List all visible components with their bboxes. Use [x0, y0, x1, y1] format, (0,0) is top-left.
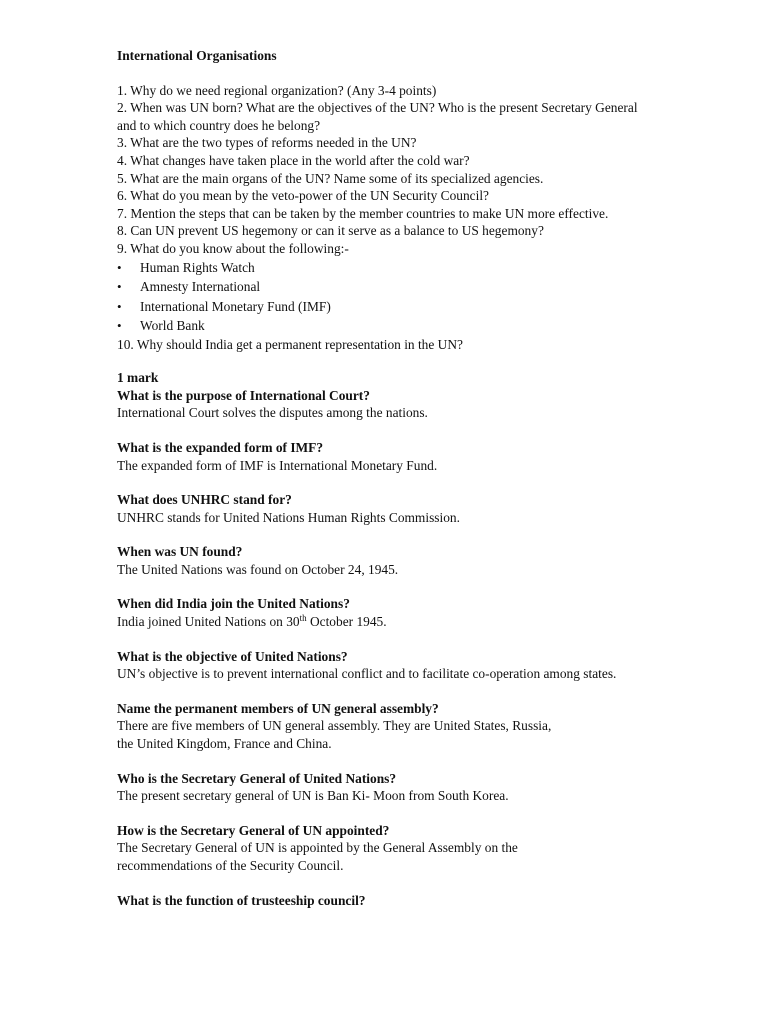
question-item: 1. Why do we need regional organization? (Any 3-4 points)	[117, 82, 437, 98]
bullet-icon: •	[117, 259, 122, 275]
bullet-icon: •	[117, 298, 122, 314]
qa-question: What is the purpose of International Court?	[117, 387, 370, 403]
bullet-icon: •	[117, 279, 122, 295]
qa-block	[117, 770, 657, 805]
bullet-item-label: International Monetary Fund (IMF)	[140, 298, 331, 314]
qa-question: What is the function of trusteeship council?	[117, 892, 366, 908]
qa-answer: International Court solves the disputes among the nations.	[117, 405, 428, 421]
qa-block	[117, 595, 657, 630]
qa-block	[117, 822, 657, 875]
qa-question: Name the permanent members of UN general assembly?	[117, 700, 439, 716]
qa-block	[117, 543, 657, 578]
bullet-item	[117, 297, 657, 317]
qa-answer: UN’s objective is to prevent international conflict and to facilitate co-operation among states.	[117, 666, 617, 682]
qa-answer: The expanded form of IMF is International Monetary Fund.	[117, 457, 438, 473]
qa-block	[117, 892, 657, 910]
qa-answer-text: India joined United Nations on 30	[117, 614, 300, 630]
qa-answer-line: There are five members of UN general assembly. They are United States, Russia,	[117, 718, 552, 734]
ordinal-suffix: th	[299, 613, 307, 624]
question-list	[117, 82, 657, 354]
question-item: 2. When was UN born? What are the objectives of the UN? Who is the present Secretary General and to which country does he belong?	[117, 100, 638, 133]
qa-block	[117, 648, 657, 683]
bullet-item	[117, 277, 657, 297]
qa-answer: UNHRC stands for United Nations Human Rights Commission.	[117, 509, 460, 525]
qa-answer: The United Nations was found on October 24, 1945.	[117, 561, 399, 577]
qa-answer: The present secretary general of UN is Ban Ki- Moon from South Korea.	[117, 788, 509, 804]
question-item: 3. What are the two types of reforms needed in the UN?	[117, 135, 417, 151]
qa-answer-line: recommendations of the Security Council.	[117, 858, 344, 873]
qa-answer-line: The Secretary General of UN is appointed by the General Assembly on the	[117, 840, 518, 856]
qa-block	[117, 387, 657, 422]
qa-answer	[117, 613, 657, 631]
bullet-item-label: World Bank	[140, 318, 205, 334]
bullet-icon: •	[117, 318, 122, 334]
qa-question: When did India join the United Nations?	[117, 596, 350, 612]
question-item: 7. Mention the steps that can be taken by the member countries to make UN more effective.	[117, 205, 609, 221]
qa-block	[117, 491, 657, 526]
question-item: 6. What do you mean by the veto-power of the UN Security Council?	[117, 188, 489, 204]
bullet-item-label: Human Rights Watch	[140, 259, 255, 275]
qa-question: When was UN found?	[117, 544, 243, 560]
question-item: 4. What changes have taken place in the world after the cold war?	[117, 152, 470, 168]
qa-block	[117, 700, 657, 753]
qa-question: What is the expanded form of IMF?	[117, 439, 324, 455]
qa-answer-text: October 1945.	[306, 614, 387, 630]
section-heading: 1 mark	[117, 370, 159, 386]
document-page	[117, 47, 657, 926]
qa-question: Who is the Secretary General of United Nations?	[117, 770, 397, 786]
question-item: 9. What do you know about the following:-	[117, 240, 349, 256]
bullet-item	[117, 258, 657, 278]
bullet-item-label: Amnesty International	[140, 279, 261, 295]
bullet-list	[117, 258, 657, 336]
question-item: 5. What are the main organs of the UN? Name some of its specialized agencies.	[117, 170, 544, 186]
bullet-item	[117, 316, 657, 336]
qa-question: What does UNHRC stand for?	[117, 492, 292, 508]
qa-question: What is the objective of United Nations?	[117, 648, 348, 664]
qa-block	[117, 439, 657, 474]
question-item: 8. Can UN prevent US hegemony or can it serve as a balance to US hegemony?	[117, 223, 544, 239]
document-title: International Organisations	[117, 48, 277, 63]
qa-answer-line: the United Kingdom, France and China.	[117, 736, 332, 752]
question-item: 10. Why should India get a permanent representation in the UN?	[117, 336, 463, 352]
qa-question: How is the Secretary General of UN appointed?	[117, 822, 390, 838]
